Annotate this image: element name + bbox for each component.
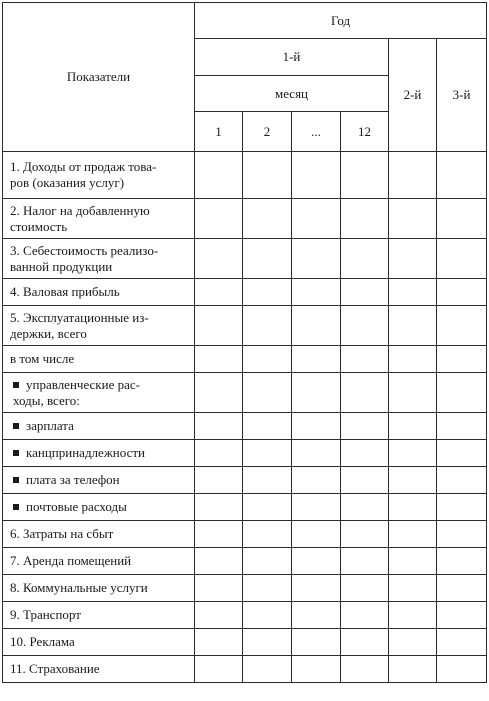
year-2-header: 2-й	[389, 39, 437, 152]
indicators-header: Показатели	[3, 3, 195, 152]
budget-table	[2, 2, 487, 683]
value-cell	[341, 575, 389, 602]
value-cell	[292, 521, 341, 548]
value-cell	[292, 239, 341, 279]
row-label-line: 9. Транспорт	[10, 607, 81, 622]
bullet-square-icon	[13, 504, 19, 510]
value-cell	[292, 346, 341, 373]
row-label-line: стоимость	[10, 218, 68, 234]
month-1-header: 1	[195, 112, 243, 152]
value-cell	[195, 239, 243, 279]
value-cell	[437, 346, 487, 373]
row-label	[3, 575, 195, 602]
table-row	[3, 575, 487, 602]
row-label-line: канцпринадлежности	[26, 445, 145, 460]
value-cell	[341, 521, 389, 548]
value-cell	[195, 373, 243, 413]
value-cell	[243, 629, 292, 656]
value-cell	[243, 656, 292, 683]
table-row	[3, 656, 487, 683]
value-cell	[389, 279, 437, 306]
value-cell	[195, 413, 243, 440]
value-cell	[243, 239, 292, 279]
table-row	[3, 602, 487, 629]
row-label-line: держки, всего	[10, 325, 87, 341]
year-3-header: 3-й	[437, 39, 487, 152]
value-cell	[341, 440, 389, 467]
value-cell	[195, 440, 243, 467]
month-header: месяц	[195, 76, 389, 112]
value-cell	[195, 279, 243, 306]
value-cell	[195, 199, 243, 239]
row-label	[3, 602, 195, 629]
value-cell	[292, 199, 341, 239]
value-cell	[437, 467, 487, 494]
value-cell	[389, 656, 437, 683]
value-cell	[341, 239, 389, 279]
value-cell	[243, 199, 292, 239]
value-cell	[437, 306, 487, 346]
value-cell	[195, 494, 243, 521]
value-cell	[389, 239, 437, 279]
year-1-header: 1-й	[195, 39, 389, 76]
value-cell	[341, 346, 389, 373]
value-cell	[389, 494, 437, 521]
table-row	[3, 521, 487, 548]
table-row	[3, 239, 487, 279]
row-label-line: 1. Доходы от продаж това-	[10, 159, 157, 174]
table-row	[3, 548, 487, 575]
value-cell	[437, 373, 487, 413]
value-cell	[437, 440, 487, 467]
row-label	[3, 373, 195, 413]
value-cell	[195, 656, 243, 683]
value-cell	[341, 306, 389, 346]
value-cell	[292, 494, 341, 521]
row-label	[3, 199, 195, 239]
value-cell	[341, 199, 389, 239]
table-row	[3, 440, 487, 467]
value-cell	[195, 602, 243, 629]
value-cell	[195, 548, 243, 575]
row-label	[3, 440, 195, 467]
row-label-line: почтовые расходы	[26, 499, 127, 514]
row-label	[3, 629, 195, 656]
value-cell	[389, 152, 437, 199]
row-label-line: 8. Коммунальные услуги	[10, 580, 148, 595]
value-cell	[437, 494, 487, 521]
row-label-line: 7. Аренда помещений	[10, 553, 132, 568]
value-cell	[243, 413, 292, 440]
row-label-line: 11. Страхование	[10, 661, 100, 676]
row-label	[3, 152, 195, 199]
row-label-line: 10. Реклама	[10, 634, 75, 649]
table-row	[3, 199, 487, 239]
bullet-square-icon	[13, 423, 19, 429]
value-cell	[292, 413, 341, 440]
value-cell	[341, 373, 389, 413]
row-label	[3, 306, 195, 346]
table-row	[3, 346, 487, 373]
value-cell	[195, 152, 243, 199]
value-cell	[437, 629, 487, 656]
value-cell	[195, 467, 243, 494]
value-cell	[243, 575, 292, 602]
value-cell	[243, 152, 292, 199]
bullet-square-icon	[13, 382, 19, 388]
value-cell	[437, 548, 487, 575]
table-row	[3, 306, 487, 346]
value-cell	[389, 373, 437, 413]
value-cell	[437, 656, 487, 683]
value-cell	[389, 602, 437, 629]
value-cell	[243, 306, 292, 346]
month-12-header: 12	[341, 112, 389, 152]
value-cell	[341, 656, 389, 683]
value-cell	[389, 199, 437, 239]
row-label	[3, 239, 195, 279]
bullet-square-icon	[13, 477, 19, 483]
value-cell	[389, 306, 437, 346]
value-cell	[341, 602, 389, 629]
value-cell	[292, 548, 341, 575]
row-label-line: ванной продукции	[10, 258, 113, 274]
row-label-line: зарплата	[26, 418, 74, 433]
row-label	[3, 548, 195, 575]
table-row	[3, 413, 487, 440]
row-label-line: 6. Затраты на сбыт	[10, 526, 114, 541]
value-cell	[389, 575, 437, 602]
row-label-line: в том числе	[10, 351, 75, 366]
value-cell	[437, 575, 487, 602]
value-cell	[195, 346, 243, 373]
row-label-line: 3. Себестоимость реализо-	[10, 242, 159, 258]
value-cell	[292, 440, 341, 467]
value-cell	[195, 521, 243, 548]
table-row	[3, 152, 487, 199]
value-cell	[243, 467, 292, 494]
row-label	[3, 467, 195, 494]
row-label-line: ров (оказания услуг)	[10, 175, 125, 190]
value-cell	[437, 199, 487, 239]
row-label-line: ходы, всего:	[13, 392, 80, 408]
value-cell	[292, 279, 341, 306]
value-cell	[292, 373, 341, 413]
value-cell	[389, 440, 437, 467]
table-row	[3, 279, 487, 306]
row-label	[3, 521, 195, 548]
value-cell	[389, 346, 437, 373]
value-cell	[389, 548, 437, 575]
value-cell	[292, 152, 341, 199]
value-cell	[341, 279, 389, 306]
value-cell	[437, 152, 487, 199]
value-cell	[243, 521, 292, 548]
row-label	[3, 494, 195, 521]
table-row	[3, 629, 487, 656]
table-row	[3, 373, 487, 413]
value-cell	[292, 629, 341, 656]
value-cell	[389, 521, 437, 548]
row-label-line: управленческие рас-	[26, 376, 140, 392]
row-label	[3, 413, 195, 440]
value-cell	[437, 239, 487, 279]
row-label-line: 4. Валовая прибыль	[10, 284, 120, 299]
value-cell	[243, 346, 292, 373]
row-label-line: 2. Налог на добавленную	[10, 202, 150, 218]
row-label	[3, 656, 195, 683]
value-cell	[243, 602, 292, 629]
value-cell	[292, 602, 341, 629]
row-label-line: 5. Эксплуатационные из-	[10, 309, 149, 325]
value-cell	[243, 494, 292, 521]
row-label	[3, 279, 195, 306]
table-row	[3, 494, 487, 521]
value-cell	[389, 413, 437, 440]
value-cell	[437, 602, 487, 629]
row-label	[3, 346, 195, 373]
value-cell	[292, 306, 341, 346]
value-cell	[341, 548, 389, 575]
value-cell	[341, 494, 389, 521]
bullet-square-icon	[13, 450, 19, 456]
value-cell	[341, 152, 389, 199]
value-cell	[195, 306, 243, 346]
table-row	[3, 467, 487, 494]
value-cell	[292, 656, 341, 683]
value-cell	[195, 629, 243, 656]
value-cell	[389, 467, 437, 494]
value-cell	[243, 440, 292, 467]
value-cell	[292, 575, 341, 602]
value-cell	[437, 413, 487, 440]
value-cell	[292, 467, 341, 494]
month-2-header: 2	[243, 112, 292, 152]
value-cell	[437, 521, 487, 548]
value-cell	[389, 629, 437, 656]
value-cell	[243, 548, 292, 575]
value-cell	[243, 279, 292, 306]
month-ellipsis-header: ...	[292, 112, 341, 152]
value-cell	[437, 279, 487, 306]
value-cell	[243, 373, 292, 413]
value-cell	[341, 629, 389, 656]
year-header: Год	[195, 3, 487, 39]
value-cell	[341, 413, 389, 440]
value-cell	[341, 467, 389, 494]
row-label-line: плата за телефон	[26, 472, 120, 487]
value-cell	[195, 575, 243, 602]
